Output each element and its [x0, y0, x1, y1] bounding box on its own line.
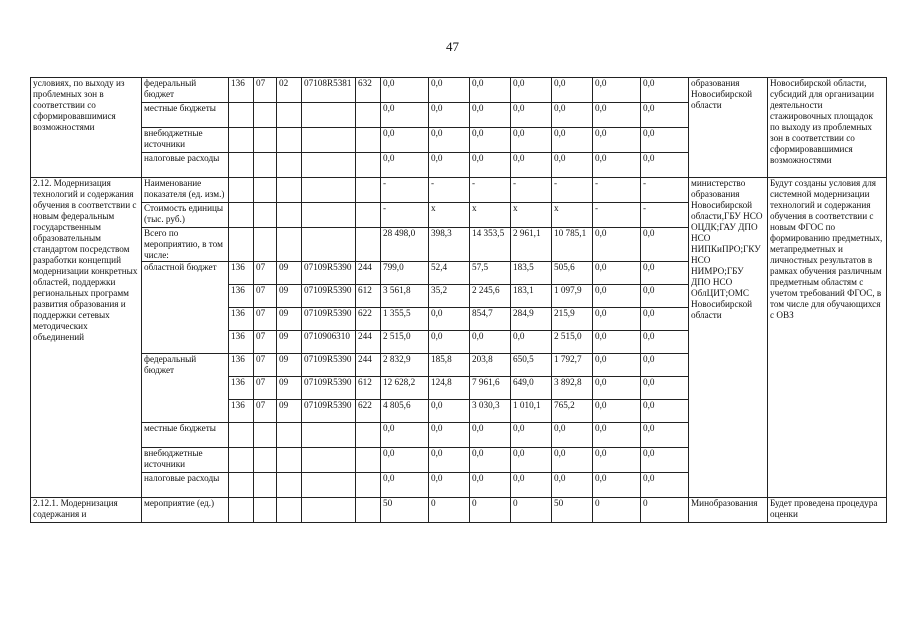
- year-value-cell: 0,0: [641, 153, 689, 178]
- year-value-cell: 0,0: [641, 262, 689, 285]
- year-value-cell: 10 785,1: [552, 228, 593, 262]
- budget-code-cell: [302, 498, 356, 523]
- page-number: 47: [446, 39, 459, 54]
- year-value-cell: 35,2: [429, 285, 470, 308]
- table-row: [31, 178, 887, 203]
- budget-code-cell: [356, 228, 381, 262]
- budget-code-cell: [302, 178, 356, 203]
- year-value-cell: 1 010,1: [511, 400, 552, 423]
- year-value-cell: -: [593, 203, 641, 228]
- executor-cell: образования Новосибирской области: [689, 78, 768, 178]
- budget-code-cell: [254, 228, 277, 262]
- year-value-cell: 0,0: [511, 128, 552, 153]
- year-value-cell: 0,0: [641, 354, 689, 377]
- budget-code-cell: [356, 153, 381, 178]
- year-value-cell: 124,8: [429, 377, 470, 400]
- year-value-cell: 0,0: [593, 228, 641, 262]
- year-value-cell: 0,0: [511, 331, 552, 354]
- year-value-cell: 0: [470, 498, 511, 523]
- year-value-cell: 0: [511, 498, 552, 523]
- table-row: [31, 78, 887, 103]
- year-value-cell: 0,0: [470, 103, 511, 128]
- budget-code-cell: 09: [277, 308, 302, 331]
- year-value-cell: 765,2: [552, 400, 593, 423]
- year-value-cell: -: [552, 178, 593, 203]
- budget-code-cell: 07109R5390: [302, 285, 356, 308]
- year-value-cell: 3 561,8: [381, 285, 429, 308]
- year-value-cell: 0,0: [641, 128, 689, 153]
- year-value-cell: 0,0: [593, 262, 641, 285]
- budget-code-cell: 622: [356, 400, 381, 423]
- budget-code-cell: [277, 473, 302, 498]
- budget-code-cell: [277, 103, 302, 128]
- budget-code-cell: 07109R5390: [302, 262, 356, 285]
- year-value-cell: 0,0: [641, 423, 689, 448]
- year-value-cell: 0,0: [511, 423, 552, 448]
- year-value-cell: 0,0: [381, 153, 429, 178]
- funding-source-cell: местные бюджеты: [142, 423, 229, 448]
- activity-name-cell: условиях, по выходу из проблемных зон в соответствии со сформировавшимися возможностями: [31, 78, 142, 178]
- budget-code-cell: [277, 153, 302, 178]
- year-value-cell: 0,0: [429, 423, 470, 448]
- activity-name-cell: 2.12. Модернизация технологий и содержания обучения в соответствии с новым федеральным государственным образовательным стандартом посредством разработки концепций модернизации конкретных областей, поддержки региональных программ развития образования и поддержки сетевых методических объединений: [31, 178, 142, 498]
- year-value-cell: x: [552, 203, 593, 228]
- year-value-cell: 7 961,6: [470, 377, 511, 400]
- year-value-cell: 183,5: [511, 262, 552, 285]
- budget-code-cell: 612: [356, 377, 381, 400]
- year-value-cell: 0,0: [511, 448, 552, 473]
- budget-code-cell: [356, 128, 381, 153]
- budget-code-cell: [302, 203, 356, 228]
- budget-code-cell: 09: [277, 285, 302, 308]
- year-value-cell: 3 030,3: [470, 400, 511, 423]
- funding-source-cell: Всего по мероприятию, в том числе:: [142, 228, 229, 262]
- budget-code-cell: [302, 228, 356, 262]
- year-value-cell: 215,9: [552, 308, 593, 331]
- activity-name-cell: 2.12.1. Модернизация содержания и: [31, 498, 142, 523]
- year-value-cell: 799,0: [381, 262, 429, 285]
- budget-code-cell: 09: [277, 354, 302, 377]
- result-cell: Будут созданы условия для системной модернизации технологий и содержания обучения в соответствии с новым ФГОС по формированию предметных, метапредметных и личностных результатов в рамках обучения различным предметным областям с учетом требований ФГОС, в том числе для обучающихся с ОВЗ: [768, 178, 887, 498]
- year-value-cell: 0,0: [641, 78, 689, 103]
- funding-source-cell: внебюджетные источники: [142, 448, 229, 473]
- year-value-cell: 2 832,9: [381, 354, 429, 377]
- year-value-cell: 50: [381, 498, 429, 523]
- year-value-cell: 0,0: [511, 78, 552, 103]
- budget-code-cell: [356, 103, 381, 128]
- year-value-cell: 0,0: [381, 423, 429, 448]
- budget-code-cell: [277, 498, 302, 523]
- funding-source-cell: Стоимость единицы (тыс. руб.): [142, 203, 229, 228]
- year-value-cell: 0,0: [470, 331, 511, 354]
- year-value-cell: 0,0: [641, 448, 689, 473]
- funding-source-cell: мероприятие (ед.): [142, 498, 229, 523]
- funding-source-cell: федеральный бюджет: [142, 78, 229, 103]
- result-cell: Новосибирской области, субсидий для организации деятельности стажировочных площадок по выходу из проблемных зон в соответствии со сформировавшимися возможностями: [768, 78, 887, 178]
- budget-code-cell: 136: [229, 400, 254, 423]
- budget-code-cell: [229, 473, 254, 498]
- budget-code-cell: [277, 423, 302, 448]
- budget-code-cell: [302, 473, 356, 498]
- year-value-cell: 0,0: [593, 423, 641, 448]
- year-value-cell: 0,0: [381, 473, 429, 498]
- year-value-cell: 14 353,5: [470, 228, 511, 262]
- year-value-cell: 1 792,7: [552, 354, 593, 377]
- year-value-cell: 505,6: [552, 262, 593, 285]
- budget-code-cell: [229, 153, 254, 178]
- year-value-cell: -: [381, 178, 429, 203]
- year-value-cell: 0,0: [470, 153, 511, 178]
- year-value-cell: 284,9: [511, 308, 552, 331]
- year-value-cell: 2 515,0: [381, 331, 429, 354]
- program-activities-table: [30, 77, 887, 523]
- year-value-cell: 0,0: [593, 78, 641, 103]
- budget-code-cell: [356, 473, 381, 498]
- year-value-cell: 0,0: [470, 78, 511, 103]
- table-row: [31, 498, 887, 523]
- year-value-cell: 0,0: [593, 473, 641, 498]
- budget-code-cell: [254, 128, 277, 153]
- year-value-cell: 4 805,6: [381, 400, 429, 423]
- year-value-cell: 0,0: [429, 153, 470, 178]
- year-value-cell: 0,0: [470, 128, 511, 153]
- executor-cell: министерство образования Новосибирской области,ГБУ НСО ОЦДК;ГАУ ДПО НСО НИПКиПРО;ГКУ НСО НИМРО;ГБУ ДПО НСО ОблЦИТ;ОМС Новосибирской области: [689, 178, 768, 498]
- year-value-cell: 0,0: [593, 153, 641, 178]
- year-value-cell: 0,0: [641, 228, 689, 262]
- year-value-cell: 203,8: [470, 354, 511, 377]
- budget-code-cell: [356, 203, 381, 228]
- budget-code-cell: [229, 203, 254, 228]
- year-value-cell: 0,0: [641, 473, 689, 498]
- budget-code-cell: 0710906310: [302, 331, 356, 354]
- year-value-cell: 0,0: [429, 308, 470, 331]
- budget-code-cell: 09: [277, 262, 302, 285]
- year-value-cell: 650,5: [511, 354, 552, 377]
- year-value-cell: 0,0: [429, 448, 470, 473]
- year-value-cell: -: [641, 178, 689, 203]
- year-value-cell: 0,0: [593, 354, 641, 377]
- budget-code-cell: 07108R5381: [302, 78, 356, 103]
- year-value-cell: 0,0: [641, 400, 689, 423]
- year-value-cell: 0,0: [552, 128, 593, 153]
- year-value-cell: 0,0: [511, 103, 552, 128]
- budget-code-cell: 07: [254, 377, 277, 400]
- budget-code-cell: [254, 473, 277, 498]
- year-value-cell: 0,0: [429, 331, 470, 354]
- year-value-cell: 0,0: [381, 103, 429, 128]
- year-value-cell: 0,0: [552, 423, 593, 448]
- budget-code-cell: [356, 498, 381, 523]
- budget-code-cell: 244: [356, 331, 381, 354]
- funding-source-cell: федеральный бюджет: [142, 354, 229, 423]
- budget-code-cell: 632: [356, 78, 381, 103]
- year-value-cell: 0,0: [381, 78, 429, 103]
- budget-code-cell: [302, 128, 356, 153]
- year-value-cell: 2 515,0: [552, 331, 593, 354]
- year-value-cell: 0,0: [470, 423, 511, 448]
- year-value-cell: 0,0: [641, 331, 689, 354]
- year-value-cell: 0,0: [552, 153, 593, 178]
- budget-code-cell: 244: [356, 354, 381, 377]
- year-value-cell: 0,0: [641, 308, 689, 331]
- year-value-cell: 0,0: [593, 285, 641, 308]
- budget-code-cell: [302, 423, 356, 448]
- year-value-cell: 0,0: [381, 448, 429, 473]
- year-value-cell: -: [381, 203, 429, 228]
- executor-cell: Минобразования: [689, 498, 768, 523]
- budget-code-cell: 07109R5390: [302, 400, 356, 423]
- budget-code-cell: [229, 448, 254, 473]
- budget-code-cell: [229, 178, 254, 203]
- year-value-cell: 0,0: [552, 103, 593, 128]
- funding-source-cell: Наименование показателя (ед. изм.): [142, 178, 229, 203]
- year-value-cell: 0,0: [381, 128, 429, 153]
- budget-code-cell: [302, 448, 356, 473]
- budget-code-cell: [254, 498, 277, 523]
- budget-code-cell: 07: [254, 78, 277, 103]
- budget-code-cell: 07: [254, 331, 277, 354]
- budget-code-cell: 244: [356, 262, 381, 285]
- budget-code-cell: 09: [277, 331, 302, 354]
- year-value-cell: 854,7: [470, 308, 511, 331]
- year-value-cell: 398,3: [429, 228, 470, 262]
- year-value-cell: 0: [429, 498, 470, 523]
- year-value-cell: -: [511, 178, 552, 203]
- budget-code-cell: [277, 203, 302, 228]
- year-value-cell: 1 355,5: [381, 308, 429, 331]
- result-cell: Будет проведена процедура оценки: [768, 498, 887, 523]
- budget-code-cell: [229, 228, 254, 262]
- year-value-cell: -: [593, 178, 641, 203]
- budget-code-cell: 07: [254, 308, 277, 331]
- budget-code-cell: 136: [229, 78, 254, 103]
- year-value-cell: 0,0: [429, 400, 470, 423]
- budget-code-cell: [229, 498, 254, 523]
- budget-code-cell: 136: [229, 377, 254, 400]
- budget-code-cell: 622: [356, 308, 381, 331]
- budget-code-cell: 07: [254, 354, 277, 377]
- year-value-cell: 12 628,2: [381, 377, 429, 400]
- budget-code-cell: [356, 423, 381, 448]
- year-value-cell: 0,0: [593, 377, 641, 400]
- year-value-cell: 0,0: [511, 153, 552, 178]
- year-value-cell: 50: [552, 498, 593, 523]
- budget-code-cell: [277, 178, 302, 203]
- year-value-cell: -: [641, 203, 689, 228]
- year-value-cell: 0,0: [593, 308, 641, 331]
- year-value-cell: 0,0: [552, 78, 593, 103]
- year-value-cell: 0,0: [470, 448, 511, 473]
- year-value-cell: 0,0: [429, 473, 470, 498]
- year-value-cell: 0,0: [511, 473, 552, 498]
- budget-code-cell: 136: [229, 354, 254, 377]
- year-value-cell: -: [429, 178, 470, 203]
- budget-code-cell: [254, 178, 277, 203]
- year-value-cell: 185,8: [429, 354, 470, 377]
- budget-code-cell: 07109R5390: [302, 354, 356, 377]
- funding-source-cell: налоговые расходы: [142, 473, 229, 498]
- budget-code-cell: [356, 178, 381, 203]
- budget-code-cell: [254, 448, 277, 473]
- year-value-cell: 0,0: [593, 331, 641, 354]
- budget-code-cell: [229, 128, 254, 153]
- year-value-cell: 0: [593, 498, 641, 523]
- budget-code-cell: [229, 423, 254, 448]
- year-value-cell: 0,0: [429, 128, 470, 153]
- budget-code-cell: 07: [254, 262, 277, 285]
- year-value-cell: 57,5: [470, 262, 511, 285]
- budget-code-cell: [254, 103, 277, 128]
- budget-code-cell: 07: [254, 285, 277, 308]
- funding-source-cell: налоговые расходы: [142, 153, 229, 178]
- budget-code-cell: [356, 448, 381, 473]
- budget-code-cell: 09: [277, 377, 302, 400]
- budget-code-cell: 136: [229, 308, 254, 331]
- year-value-cell: 2 961,1: [511, 228, 552, 262]
- budget-code-cell: 612: [356, 285, 381, 308]
- budget-code-cell: [277, 128, 302, 153]
- budget-code-cell: [277, 448, 302, 473]
- funding-source-cell: внебюджетные источники: [142, 128, 229, 153]
- year-value-cell: 0,0: [641, 377, 689, 400]
- year-value-cell: 0,0: [552, 448, 593, 473]
- year-value-cell: 2 245,6: [470, 285, 511, 308]
- year-value-cell: x: [429, 203, 470, 228]
- year-value-cell: 0,0: [552, 473, 593, 498]
- year-value-cell: 0,0: [429, 78, 470, 103]
- year-value-cell: 28 498,0: [381, 228, 429, 262]
- year-value-cell: 183,1: [511, 285, 552, 308]
- year-value-cell: x: [470, 203, 511, 228]
- funding-source-cell: областной бюджет: [142, 262, 229, 354]
- year-value-cell: 0,0: [593, 448, 641, 473]
- budget-code-cell: [229, 103, 254, 128]
- budget-code-cell: 07109R5390: [302, 377, 356, 400]
- year-value-cell: 0,0: [593, 128, 641, 153]
- budget-code-cell: 09: [277, 400, 302, 423]
- funding-source-cell: местные бюджеты: [142, 103, 229, 128]
- budget-code-cell: [254, 153, 277, 178]
- budget-code-cell: 136: [229, 262, 254, 285]
- budget-code-cell: [254, 423, 277, 448]
- year-value-cell: 0,0: [641, 285, 689, 308]
- year-value-cell: -: [470, 178, 511, 203]
- budget-code-cell: 02: [277, 78, 302, 103]
- year-value-cell: 649,0: [511, 377, 552, 400]
- year-value-cell: 1 097,9: [552, 285, 593, 308]
- budget-code-cell: 07: [254, 400, 277, 423]
- year-value-cell: x: [511, 203, 552, 228]
- budget-code-cell: [277, 228, 302, 262]
- budget-code-cell: [302, 153, 356, 178]
- year-value-cell: 0,0: [593, 400, 641, 423]
- year-value-cell: 0,0: [470, 473, 511, 498]
- budget-code-cell: 136: [229, 285, 254, 308]
- budget-code-cell: 07109R5390: [302, 308, 356, 331]
- budget-code-cell: [254, 203, 277, 228]
- year-value-cell: 0: [641, 498, 689, 523]
- year-value-cell: 0,0: [641, 103, 689, 128]
- year-value-cell: 3 892,8: [552, 377, 593, 400]
- year-value-cell: 52,4: [429, 262, 470, 285]
- budget-code-cell: [302, 103, 356, 128]
- year-value-cell: 0,0: [593, 103, 641, 128]
- budget-code-cell: 136: [229, 331, 254, 354]
- year-value-cell: 0,0: [429, 103, 470, 128]
